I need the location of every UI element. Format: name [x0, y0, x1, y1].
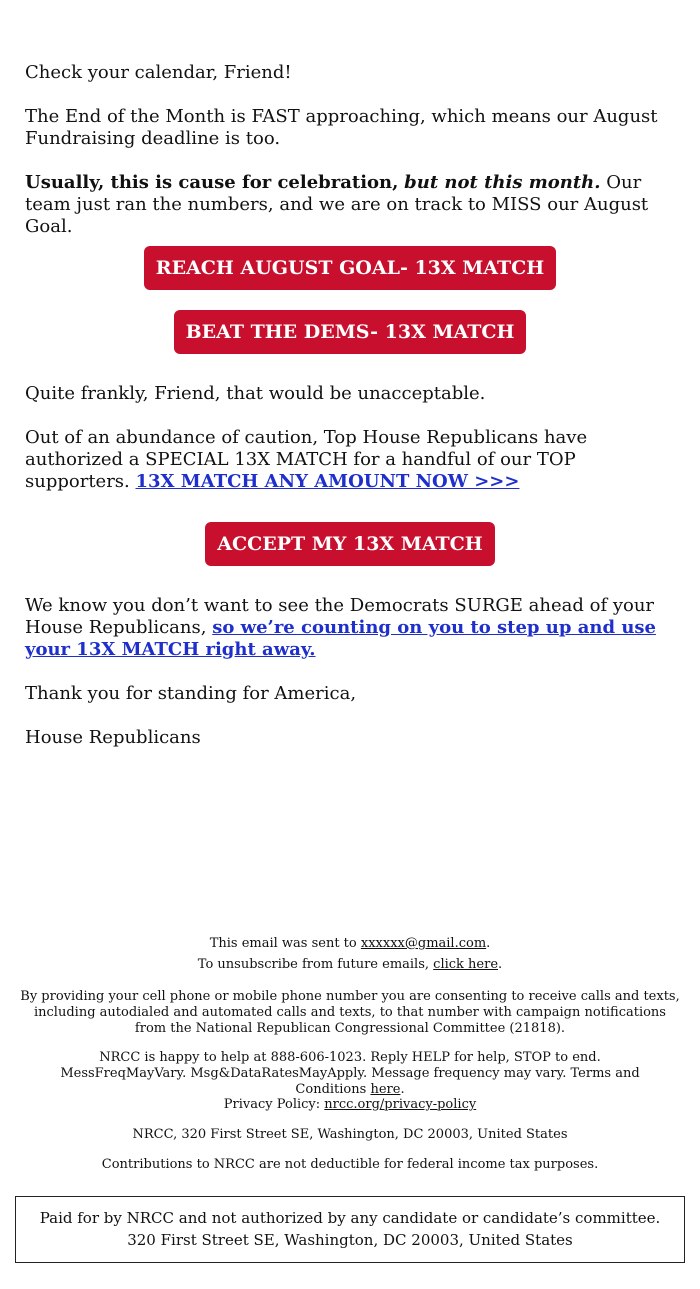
button-row-2 [0, 310, 700, 354]
terms-link[interactable]: here [370, 1082, 401, 1097]
button-row-3 [0, 522, 700, 566]
special-match-text: Out of an abundance of caution, Top House Republicans have authorized a SPECIAL 13X MATCH for a handful of our TOP supporters. [25, 427, 588, 492]
footer-tax: Contributions to NRCC are not deductible for federal income tax purposes. [101, 1157, 599, 1172]
footer-unsubscribe [20, 957, 680, 973]
paid-for-disclaimer: Paid for by NRCC and not authorized by any candidate or candidate’s committee. 320 First Street SE, Washington, DC 20003, United States [15, 1196, 685, 1263]
celebration-bold-italic: but not this month. [404, 172, 601, 193]
paragraph-surge [25, 595, 675, 661]
privacy-label: Privacy Policy: [223, 1097, 321, 1112]
sent-suffix: . [486, 936, 491, 951]
surge-text: We know you don’t want to see the Democrats SURGE ahead of your House Republicans, [25, 595, 655, 638]
beat-the-dems-button[interactable]: BEAT THE DEMS- 13X MATCH [174, 310, 527, 354]
paragraph-deadline: The End of the Month is FAST approaching, which means our August Fundraising deadline is too. [25, 106, 658, 149]
match-any-amount-link[interactable]: 13X MATCH ANY AMOUNT NOW >>> [135, 471, 520, 492]
footer-privacy [20, 1097, 680, 1113]
closing-line: Thank you for standing for America, [25, 683, 357, 704]
recipient-email-link[interactable]: xxxxxx@gmail.com [360, 936, 487, 951]
greeting: Check your calendar, Friend! [25, 62, 292, 83]
help-suffix: . [400, 1082, 405, 1097]
footer-consent: By providing your cell phone or mobile phone number you are consenting to receive calls and texts, including autodialed and automated calls and texts, to that number with campaign notifications from the National Republican Congressional Committee (21818). [20, 989, 680, 1036]
reach-august-goal-button[interactable]: REACH AUGUST GOAL- 13X MATCH [144, 246, 556, 290]
step-up-link[interactable]: so we’re counting on you to step up and use your 13X MATCH right away. [25, 617, 656, 660]
footer-help [20, 1050, 680, 1098]
sent-to-label: This email was sent to [209, 936, 357, 951]
footer-address: NRCC, 320 First Street SE, Washington, DC 20003, United States [132, 1127, 568, 1142]
accept-match-button[interactable]: ACCEPT MY 13X MATCH [205, 522, 494, 566]
footer-sent-to [20, 936, 680, 952]
celebration-bold: Usually, this is cause for celebration, [25, 172, 399, 193]
unsubscribe-label: To unsubscribe from future emails, [197, 957, 430, 972]
help-text: NRCC is happy to help at 888-606-1023. Reply HELP for help, STOP to end. MessFreqMayVary. Msg&DataRatesMayApply. Message frequency may vary. Terms and Conditions [60, 1050, 640, 1097]
button-row-1 [0, 246, 700, 290]
paragraph-unacceptable: Quite frankly, Friend, that would be unacceptable. [25, 383, 486, 404]
unsubscribe-link[interactable]: click here [433, 957, 499, 972]
celebration-rest: Our team just ran the numbers, and we are on track to MISS our August Goal. [25, 172, 649, 237]
privacy-policy-link[interactable]: nrcc.org/privacy-policy [324, 1097, 477, 1112]
unsubscribe-suffix: . [498, 957, 503, 972]
signature: House Republicans [25, 727, 201, 748]
paragraph-celebration [25, 172, 675, 238]
paragraph-special-match [25, 427, 675, 493]
